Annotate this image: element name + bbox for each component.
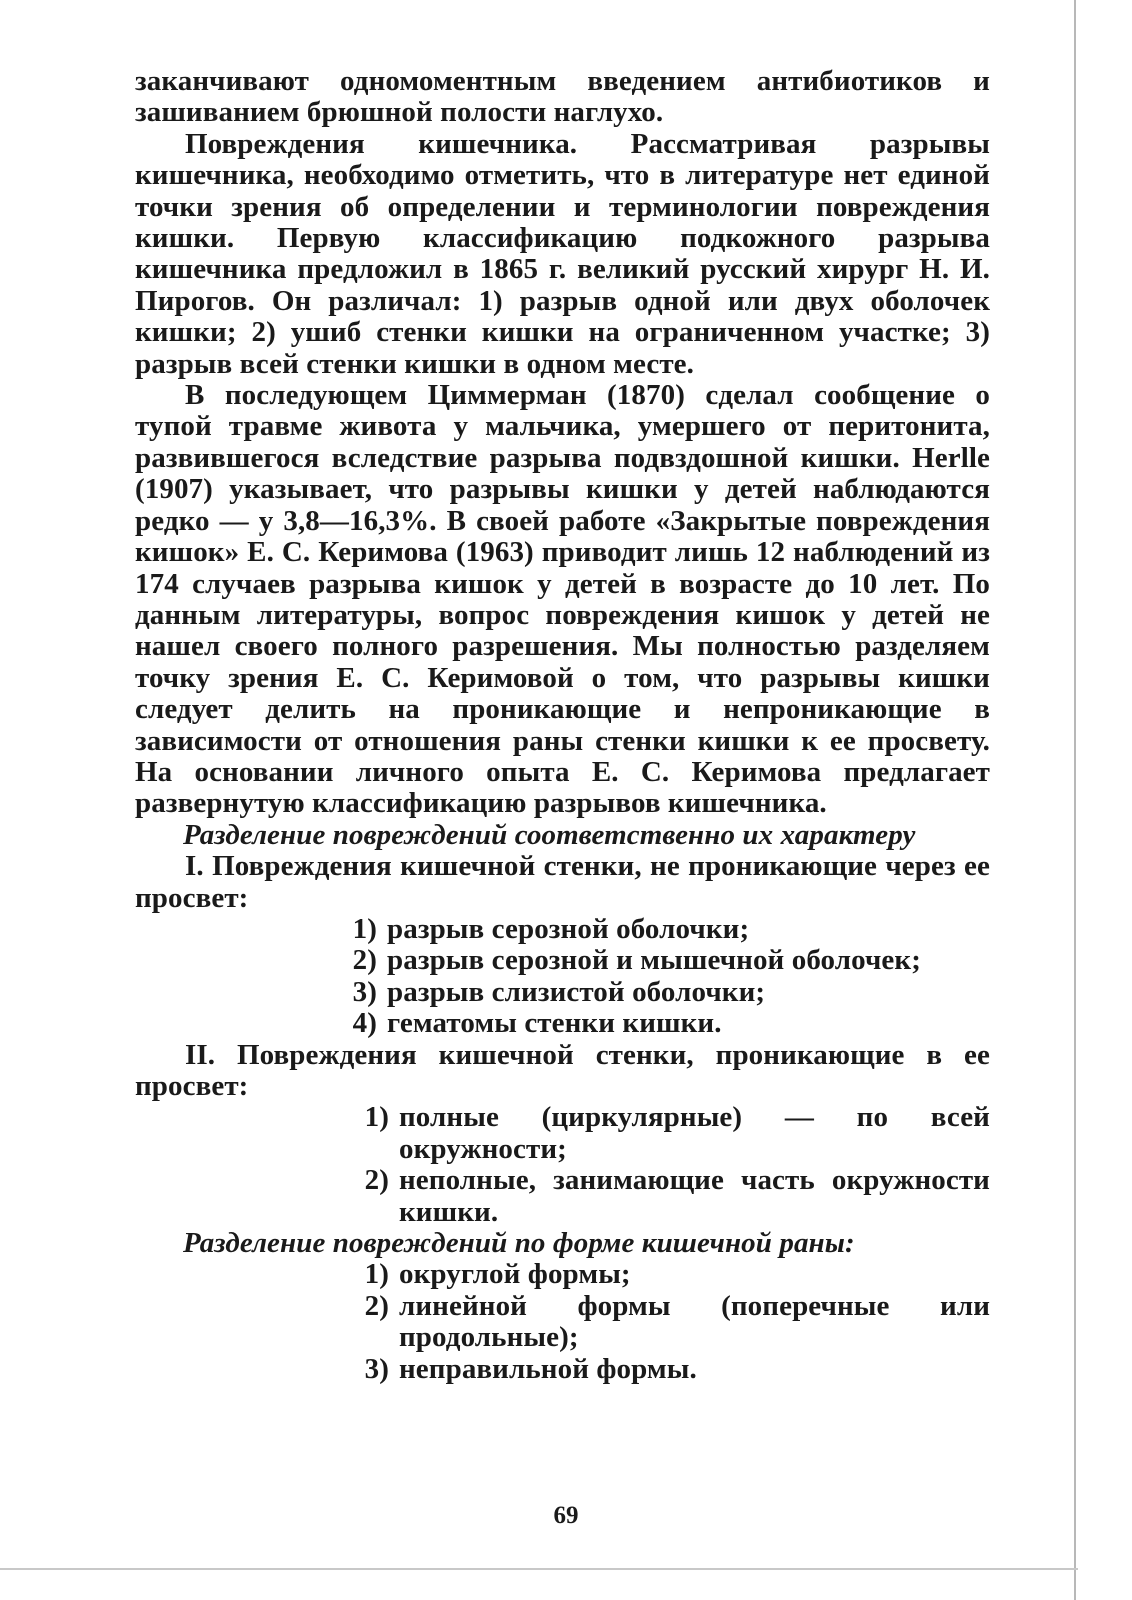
group1-title: I. Повреждения кишечной стенки, не проникающие через ее просвет: (135, 850, 990, 914)
list-number: 3) (352, 975, 377, 1008)
page-edge-right (1074, 0, 1076, 1600)
paragraph-intro: заканчивают одномоментным введением антибиотиков и зашиванием брюшной полости наглухо. (135, 65, 990, 129)
list-text: гематомы стенки кишки. (387, 1007, 722, 1040)
list-item (135, 914, 990, 945)
list-text: неправильной формы. (399, 1352, 697, 1385)
list-item (135, 945, 990, 976)
page-edge-bottom (0, 1568, 1078, 1570)
list-text: линейной формы (поперечные или продольные); (399, 1289, 990, 1354)
list-number: 3) (364, 1352, 389, 1385)
list-text: разрыв серозной и мышечной оболочек; (387, 944, 921, 977)
group2-list (135, 1102, 990, 1228)
list-number: 1) (364, 1258, 389, 1291)
list-item (135, 1102, 990, 1165)
paragraph-run-in-body: Рассматривая разрывы кишечника, необходимо отметить, что в литературе нет единой точки зрения об определении и терминологии повреждения кишки. Первую классификацию подкожного разрыва кишечника предложил в 1865 г. великий русский хирург Н. И. Пирогов. Он различал: 1) разрыв одной или двух оболочек кишки; 2) ушиб стенки кишки на ограниченном участке; 3) разрыв всей стенки кишки в одном месте. (135, 127, 990, 380)
list-text: округлой формы; (399, 1258, 631, 1291)
list-item (135, 1165, 990, 1228)
list-text: полные (циркулярные) — по всей окружности; (399, 1101, 990, 1165)
list-text: разрыв серозной оболочки; (387, 912, 750, 945)
list-item (135, 977, 990, 1008)
list-number: 1) (364, 1101, 389, 1134)
group2-title: II. Повреждения кишечной стенки, проникающие в ее просвет: (135, 1038, 990, 1102)
list-number: 2) (364, 1164, 389, 1197)
paragraph-intestinal-injuries (135, 129, 990, 380)
paragraph-zimmerman: В последующем Циммерман (1870) сделал сообщение о тупой травме живота у мальчика, умершего от перитонита, развившегося вследствие разрыва подвздошной кишки. Herlle (1907) указывает, что разрывы кишки у детей наблюдаются редко — у 3,8—16,3%. В своей работе «Закрытые повреждения кишок» Е. С. Керимова (1963) приводит лишь 12 наблюдений из 174 случаев разрыва кишок у детей в возрасте до 10 лет. По данным литературы, вопрос повреждения кишок у детей не нашел своего полного разрешения. Мы полностью разделяем точку зрения Е. С. Керимовой о том, что разрывы кишки следует делить на проникающие и непроникающие в зависимости от отношения раны стенки кишки к ее просвету. На основании личного опыта Е. С. Керимова предлагает развернутую классификацию разрывов кишечника. (135, 379, 990, 820)
page-body (135, 66, 990, 1385)
list-item (135, 1291, 990, 1354)
paragraph-run-in-title: Повреждения кишечника. (185, 127, 578, 160)
list-number: 2) (352, 944, 377, 977)
list-number: 1) (352, 912, 377, 945)
form-list (135, 1259, 990, 1385)
list-item (135, 1008, 990, 1039)
classification-heading-form: Разделение повреждений по форме кишечной раны: (183, 1227, 855, 1260)
list-number: 4) (352, 1007, 377, 1040)
list-text: неполные, занимающие часть окружности кишки. (399, 1164, 990, 1228)
page-number: 69 (553, 1502, 579, 1529)
group1-list (135, 914, 990, 1040)
list-number: 2) (364, 1289, 389, 1322)
list-text: разрыв слизистой оболочки; (387, 975, 766, 1008)
list-item (135, 1259, 990, 1290)
classification-heading-character: Разделение повреждений соответственно их характеру (183, 818, 916, 851)
list-item (135, 1354, 990, 1385)
